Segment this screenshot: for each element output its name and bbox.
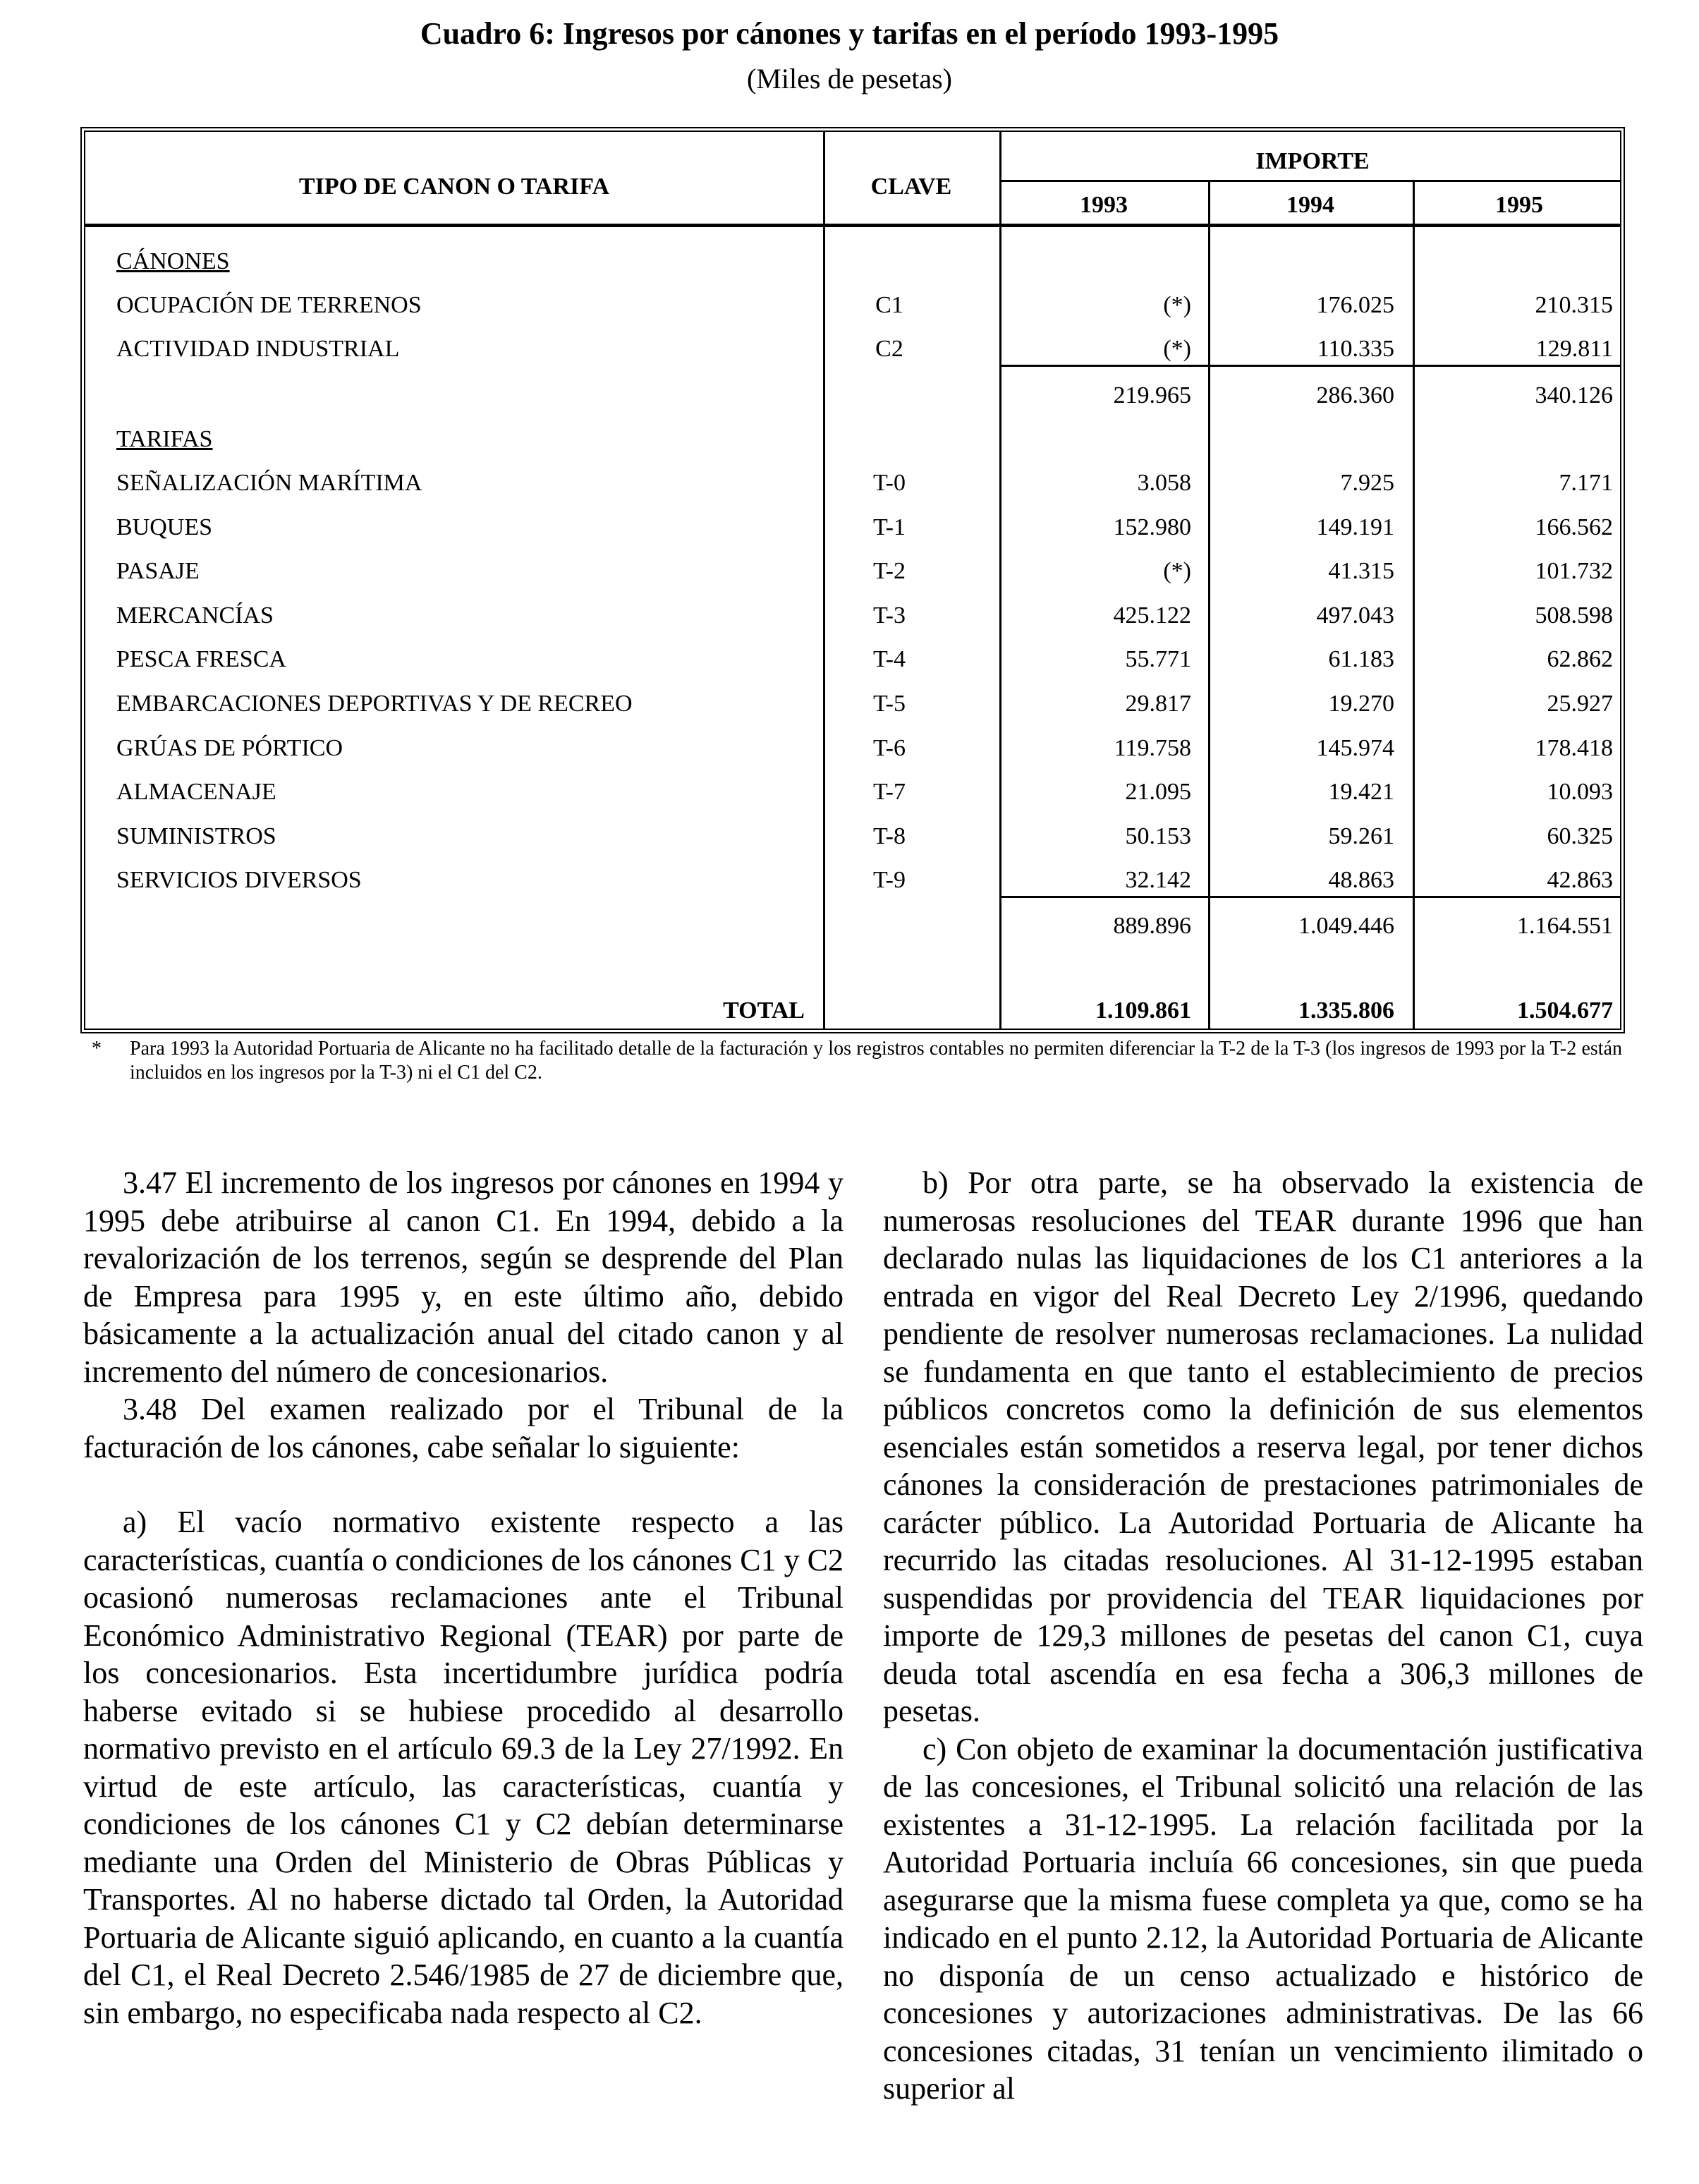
row-1993: 119.758 [1114, 735, 1191, 761]
row-label: BUQUES [116, 514, 213, 540]
header-year-1994: 1994 [1286, 192, 1334, 218]
paragraph-3-47: 3.47 El incremento de los ingresos por cánones en 1994 y 1995 debe atribuirse al canon C1. En 1994, debido a la revalorización de los terrenos, según se desprende del Plan de Empresa para 1995 y, en este último año, debido básicamente a la actualización anual del citado canon y al incremento del número de concesionarios. [83, 1165, 844, 1389]
row-1993: 3.058 [1137, 470, 1191, 496]
row-1994: 145.974 [1316, 735, 1394, 761]
header-tipo: TIPO DE CANON O TARIFA [298, 174, 610, 200]
row-clave: T-8 [873, 823, 906, 849]
total-label: TOTAL [723, 997, 805, 1024]
canones-subtotal-line [999, 365, 1620, 367]
row-1995: 10.093 [1547, 779, 1613, 805]
row-1994: 59.261 [1328, 823, 1394, 849]
row-1993: 55.771 [1125, 646, 1191, 672]
row-label: ACTIVIDAD INDUSTRIAL [116, 336, 400, 362]
revenue-table [80, 127, 1625, 1033]
row-1994: 176.025 [1316, 292, 1394, 318]
table-title: Cuadro 6: Ingresos por cánones y tarifas en el período 1993-1995 [420, 16, 1279, 51]
row-clave: T-9 [873, 867, 906, 893]
row-1993: 29.817 [1125, 691, 1191, 717]
row-1993: 32.142 [1125, 867, 1191, 893]
footnote-text: Para 1993 la Autoridad Portuaria de Alicante no ha facilitado detalle de la facturación y los registros contables no permiten diferenciar la T-2 de la T-3 (los ingresos de 1993 por la T-2 están incluidos en los ingresos por la T-3) ni el C1 del C2. [130, 1038, 1622, 1084]
row-1994: 497.043 [1316, 602, 1394, 629]
row-1993: 425.122 [1113, 602, 1191, 629]
row-clave: C1 [875, 292, 903, 318]
row-1995: 60.325 [1547, 823, 1613, 849]
row-1995: 101.732 [1535, 558, 1613, 584]
row-1995: 129.811 [1535, 336, 1613, 362]
total-1993: 1.109.861 [1095, 997, 1191, 1024]
row-1993: (*) [1163, 558, 1191, 584]
row-label: ALMACENAJE [116, 779, 276, 805]
header-year-1995: 1995 [1495, 192, 1543, 218]
paragraph-a: a) El vacío normativo existente respecto a las características, cuantía o condiciones de los cánones C1 y C2 ocasionó numerosas reclamaciones ante el Tribunal Económico Administrativo Regional (TEAR) por parte de los concesionarios. Esta incertidumbre jurídica podría haberse evitado si se hubiese procedido al desarrollo normativo previsto en el artículo 69.3 de la Ley 27/1992. En virtud de este artículo, las características, cuantía y condiciones de los cánones C1 y C2 debían determinarse mediante una Orden del Ministerio de Obras Públicas y Transportes. Al no haberse dictado tal Orden, la Autoridad Portuaria de Alicante siguió aplicando, en cuanto a la cuantía del C1, el Real Decreto 2.546/1985 de 27 de diciembre que, sin embargo, no especificaba nada respecto al C2. [83, 1505, 844, 2030]
row-1993: 152.980 [1113, 514, 1191, 540]
tarifas-subtotal-1994: 1.049.446 [1298, 913, 1394, 939]
row-1993: (*) [1163, 292, 1191, 318]
row-clave: T-3 [873, 602, 906, 629]
row-1994: 48.863 [1328, 867, 1394, 893]
row-1995: 178.418 [1535, 735, 1613, 761]
canones-subtotal-1994: 286.360 [1316, 382, 1394, 408]
row-1995: 210.315 [1535, 292, 1613, 318]
row-1994: 19.421 [1328, 779, 1394, 805]
row-1993: 21.095 [1125, 779, 1191, 805]
row-1994: 19.270 [1328, 691, 1394, 717]
header-bottom-line [85, 224, 1620, 227]
row-1995: 25.927 [1547, 691, 1613, 717]
row-1995: 42.863 [1547, 867, 1613, 893]
row-1993: (*) [1163, 336, 1191, 362]
header-importe: IMPORTE [1255, 148, 1370, 174]
section-tarifas: TARIFAS [116, 426, 213, 452]
row-1994: 41.315 [1328, 558, 1394, 584]
row-1994: 149.191 [1316, 514, 1394, 540]
importe-underline [999, 180, 1620, 182]
row-label: SEÑALIZACIÓN MARÍTIMA [116, 470, 422, 496]
row-clave: T-0 [873, 470, 906, 496]
total-1995: 1.504.677 [1517, 997, 1613, 1024]
canones-subtotal-1995: 340.126 [1535, 382, 1613, 408]
tarifas-subtotal-1993: 889.896 [1113, 913, 1191, 939]
paragraph-c: c) Con objeto de examinar la documentación justificativa de las concesiones, el Tribunal solicitó una relación de las existentes a 31-12-1995. La relación facilitada por la Autoridad Portuaria incluía 66 concesiones, sin que pueda asegurarse que la misma fuese completa ya que, como se ha indicado en el punto 2.12, la Autoridad Portuaria de Alicante no disponía de un censo actualizado e histórico de concesiones y autorizaciones administrativas. De las 66 concesiones citadas, 31 tenían un vencimiento ilimitado o superior al [883, 1731, 1643, 2106]
row-1995: 508.598 [1535, 602, 1613, 629]
row-label: GRÚAS DE PÓRTICO [116, 735, 343, 761]
total-1994: 1.335.806 [1298, 997, 1394, 1024]
row-clave: T-4 [873, 646, 906, 672]
row-1994: 7.925 [1340, 470, 1394, 496]
paragraph-3-48: 3.48 Del examen realizado por el Tribunal de la facturación de los cánones, cabe señalar lo siguiente: [83, 1392, 844, 1464]
row-clave: T-7 [873, 779, 906, 805]
row-1995: 166.562 [1535, 514, 1613, 540]
row-1994: 61.183 [1328, 646, 1394, 672]
footnote-marker: * [92, 1038, 102, 1060]
table-subtitle: (Miles de pesetas) [746, 63, 952, 95]
row-clave: C2 [875, 336, 903, 362]
row-label: SERVICIOS DIVERSOS [116, 867, 362, 893]
row-1995: 62.862 [1547, 646, 1613, 672]
row-1995: 7.171 [1559, 470, 1613, 496]
body-column-left [83, 1164, 844, 2032]
tarifas-subtotal-1995: 1.164.551 [1517, 913, 1613, 939]
row-clave: T-1 [873, 514, 906, 540]
row-label: PESCA FRESCA [116, 646, 286, 672]
row-clave: T-2 [873, 558, 906, 584]
header-year-1993: 1993 [1080, 192, 1128, 218]
row-label: SUMINISTROS [116, 823, 276, 849]
tarifas-subtotal-line [999, 896, 1620, 898]
section-canones: CÁNONES [116, 248, 230, 274]
row-1993: 50.153 [1125, 823, 1191, 849]
body-column-right [883, 1164, 1643, 2108]
row-1994: 110.335 [1317, 336, 1394, 362]
paragraph-b: b) Por otra parte, se ha observado la existencia de numerosas resoluciones del TEAR durante 1996 que han declarado nulas las liquidaciones de los C1 anteriores a la entrada en vigor del Real Decreto Ley 2/1996, quedando pendiente de resolver numerosas reclamaciones. La nulidad se fundamenta en que tanto el establecimiento de precios públicos concretos como la definición de sus elementos esenciales están sometidos a reserva legal, por tener dichos cánones la consideración de prestaciones patrimoniales de carácter público. La Autoridad Portuaria de Alicante ha recurrido las citadas resoluciones. Al 31-12-1995 estaban suspendidas por providencia del TEAR liquidaciones por importe de 129,3 millones de pesetas del canon C1, cuya deuda total ascendía en esa fecha a 306,3 millones de pesetas. [883, 1165, 1643, 1728]
row-clave: T-5 [873, 691, 906, 717]
row-label: PASAJE [116, 558, 200, 584]
row-label: EMBARCACIONES DEPORTIVAS Y DE RECREO [116, 691, 633, 717]
header-clave: CLAVE [870, 174, 952, 200]
canones-subtotal-1993: 219.965 [1113, 382, 1191, 408]
row-clave: T-6 [873, 735, 906, 761]
row-label: MERCANCÍAS [116, 602, 274, 629]
row-label: OCUPACIÓN DE TERRENOS [116, 292, 422, 318]
